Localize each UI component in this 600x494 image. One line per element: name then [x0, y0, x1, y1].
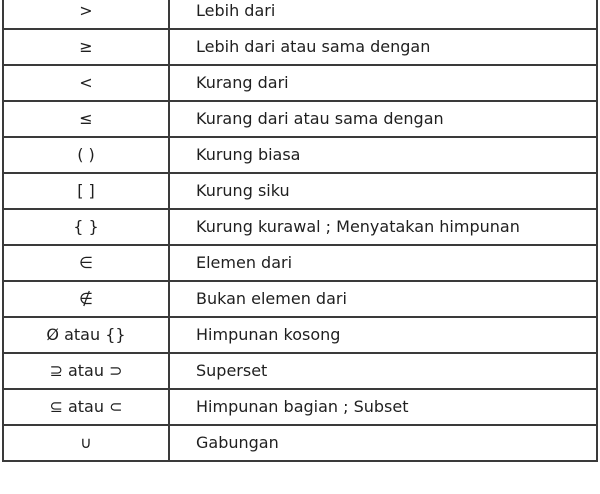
symbol-cell: ∈ [3, 245, 169, 281]
table-row [3, 209, 597, 245]
table-row [3, 389, 597, 425]
meaning-cell: Kurang dari atau sama dengan [169, 101, 597, 137]
meaning-cell: Kurung siku [169, 173, 597, 209]
meaning-cell: Bukan elemen dari [169, 281, 597, 317]
symbol-cell: ∪ [3, 425, 169, 461]
symbol-cell: { } [3, 209, 169, 245]
table-row [3, 173, 597, 209]
table-row [3, 101, 597, 137]
symbol-cell: > [3, 0, 169, 29]
symbol-table [2, 0, 598, 462]
meaning-cell: Elemen dari [169, 245, 597, 281]
meaning-cell: Lebih dari atau sama dengan [169, 29, 597, 65]
meaning-cell: Himpunan bagian ; Subset [169, 389, 597, 425]
table-row [3, 0, 597, 29]
meaning-cell: Gabungan [169, 425, 597, 461]
table-row [3, 425, 597, 461]
table-row [3, 353, 597, 389]
symbol-cell: ⊆ atau ⊂ [3, 389, 169, 425]
table-row [3, 281, 597, 317]
symbol-cell: Ø atau {} [3, 317, 169, 353]
meaning-cell: Superset [169, 353, 597, 389]
meaning-cell: Kurung kurawal ; Menyatakan himpunan [169, 209, 597, 245]
table-row [3, 65, 597, 101]
table-row [3, 317, 597, 353]
symbol-table-body [3, 0, 597, 461]
meaning-cell: Lebih dari [169, 0, 597, 29]
symbol-cell: ( ) [3, 137, 169, 173]
meaning-cell: Himpunan kosong [169, 317, 597, 353]
symbol-cell: < [3, 65, 169, 101]
symbol-cell: ⊇ atau ⊃ [3, 353, 169, 389]
symbol-cell: ∉ [3, 281, 169, 317]
symbol-cell: ≤ [3, 101, 169, 137]
meaning-cell: Kurang dari [169, 65, 597, 101]
symbol-cell: ≥ [3, 29, 169, 65]
table-row [3, 137, 597, 173]
table-row [3, 245, 597, 281]
table-row [3, 29, 597, 65]
symbol-cell: [ ] [3, 173, 169, 209]
meaning-cell: Kurung biasa [169, 137, 597, 173]
